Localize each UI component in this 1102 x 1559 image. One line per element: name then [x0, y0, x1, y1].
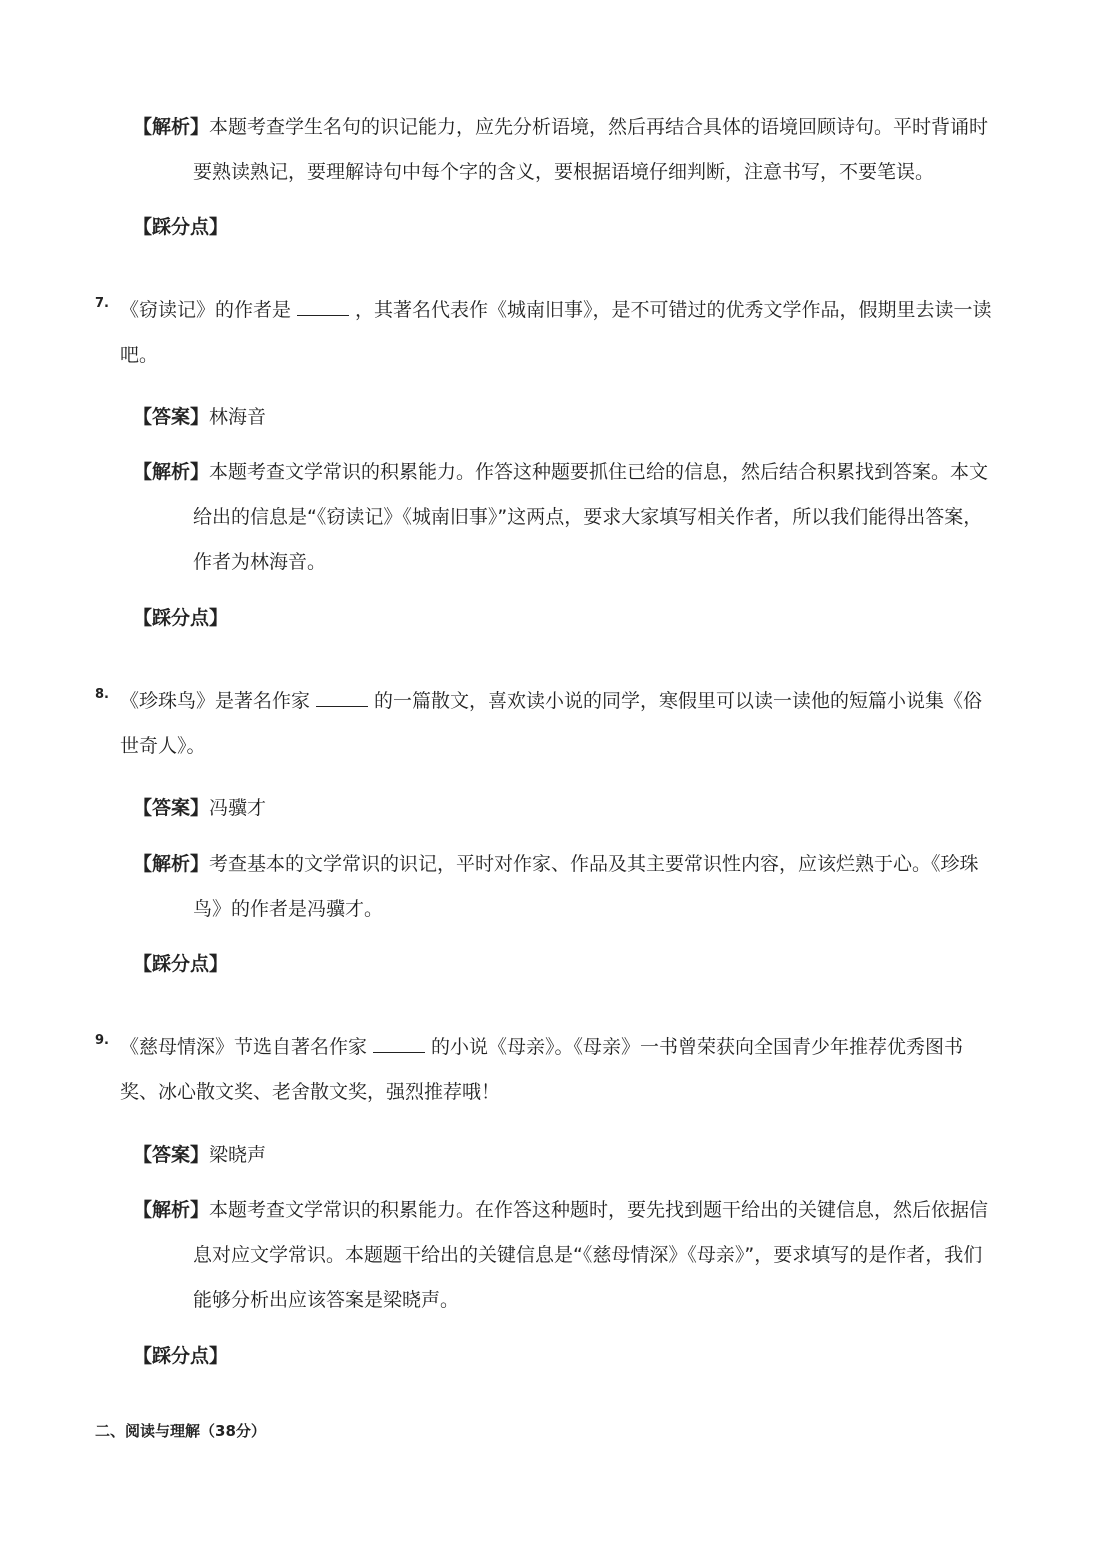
- q7-analysis: [133, 450, 995, 585]
- answer-label: 【答案】: [133, 406, 210, 428]
- q8-number: 8.: [95, 687, 109, 702]
- q6-analysis-text: 本题考查学生名句的识记能力，应先分析语境，然后再结合具体的语境回顾诗句。平时背诵时要熟读熟记，要理解诗句中每个字的含义，要根据语境仔细判断，注意书写，不要笔误。: [193, 116, 989, 183]
- q9-number: 9.: [95, 1033, 109, 1048]
- q7-text-after: ，其著名代表作《城南旧事》，是不可错过的优秀文学作品，假期里去读一读吧。: [120, 299, 992, 366]
- q9-blank: [373, 1036, 425, 1053]
- answer-label: 【答案】: [133, 1144, 210, 1166]
- scoring-label: 【踩分点】: [133, 607, 229, 629]
- q8-analysis: [133, 842, 995, 932]
- q8-answer: [133, 786, 995, 831]
- q7-answer: [133, 395, 995, 440]
- analysis-label: 【解析】: [133, 853, 210, 875]
- q7-answer-text: 林海音: [209, 406, 267, 428]
- q6-analysis: [133, 105, 995, 195]
- q7-number: 7.: [95, 296, 109, 311]
- q9-analysis-text: 本题考查文学常识的积累能力。在作答这种题时，要先找到题干给出的关键信息，然后依据信息对应文学常识。本题题干给出的关键信息是“《慈母情深》《母亲》”，要求填写的是作者，我们能够分析出应该答案是梁晓声。: [193, 1199, 989, 1311]
- q9-answer: [133, 1133, 995, 1178]
- q7-analysis-text: 本题考查文学常识的积累能力。作答这种题要抓住已给的信息，然后结合积累找到答案。本文给出的信息是“《窃读记》《城南旧事》”这两点，要求大家填写相关作者，所以我们能得出答案，作者为林海音。: [193, 461, 989, 573]
- q9-text-after: 的小说《母亲》。《母亲》一书曾荣获向全国青少年推荐优秀图书奖、冰心散文奖、老舍散文奖，强烈推荐哦！: [120, 1036, 964, 1103]
- q7-text-before: 《窃读记》的作者是: [120, 299, 292, 321]
- analysis-label: 【解析】: [133, 1199, 210, 1221]
- q8-answer-text: 冯骥才: [209, 797, 267, 819]
- q9-answer-text: 梁晓声: [209, 1144, 267, 1166]
- q8-scoring: [133, 942, 995, 987]
- section-title: 二、阅读与理解（38分）: [95, 1422, 266, 1440]
- scoring-label: 【踩分点】: [133, 953, 229, 975]
- q8-text-before: 《珍珠鸟》是著名作家: [120, 690, 311, 712]
- q7-question: [120, 288, 995, 378]
- q9-question: [120, 1025, 995, 1115]
- q9-scoring: [133, 1334, 995, 1379]
- q9-analysis: [133, 1188, 995, 1323]
- analysis-label: 【解析】: [133, 116, 210, 138]
- q7-blank: [297, 299, 349, 316]
- q8-question: [120, 679, 995, 769]
- q8-blank: [316, 690, 368, 707]
- analysis-label: 【解析】: [133, 461, 210, 483]
- scoring-label: 【踩分点】: [133, 216, 229, 238]
- q7-scoring: [133, 596, 995, 641]
- answer-label: 【答案】: [133, 797, 210, 819]
- scoring-label: 【踩分点】: [133, 1345, 229, 1367]
- q6-scoring: [133, 205, 995, 250]
- q8-text-after: 的一篇散文，喜欢读小说的同学，寒假里可以读一读他的短篇小说集《俗世奇人》。: [120, 690, 983, 757]
- q8-analysis-text: 考查基本的文学常识的识记，平时对作家、作品及其主要常识性内容，应该烂熟于心。《珍珠鸟》的作者是冯骥才。: [193, 853, 979, 920]
- q9-text-before: 《慈母情深》节选自著名作家: [120, 1036, 368, 1058]
